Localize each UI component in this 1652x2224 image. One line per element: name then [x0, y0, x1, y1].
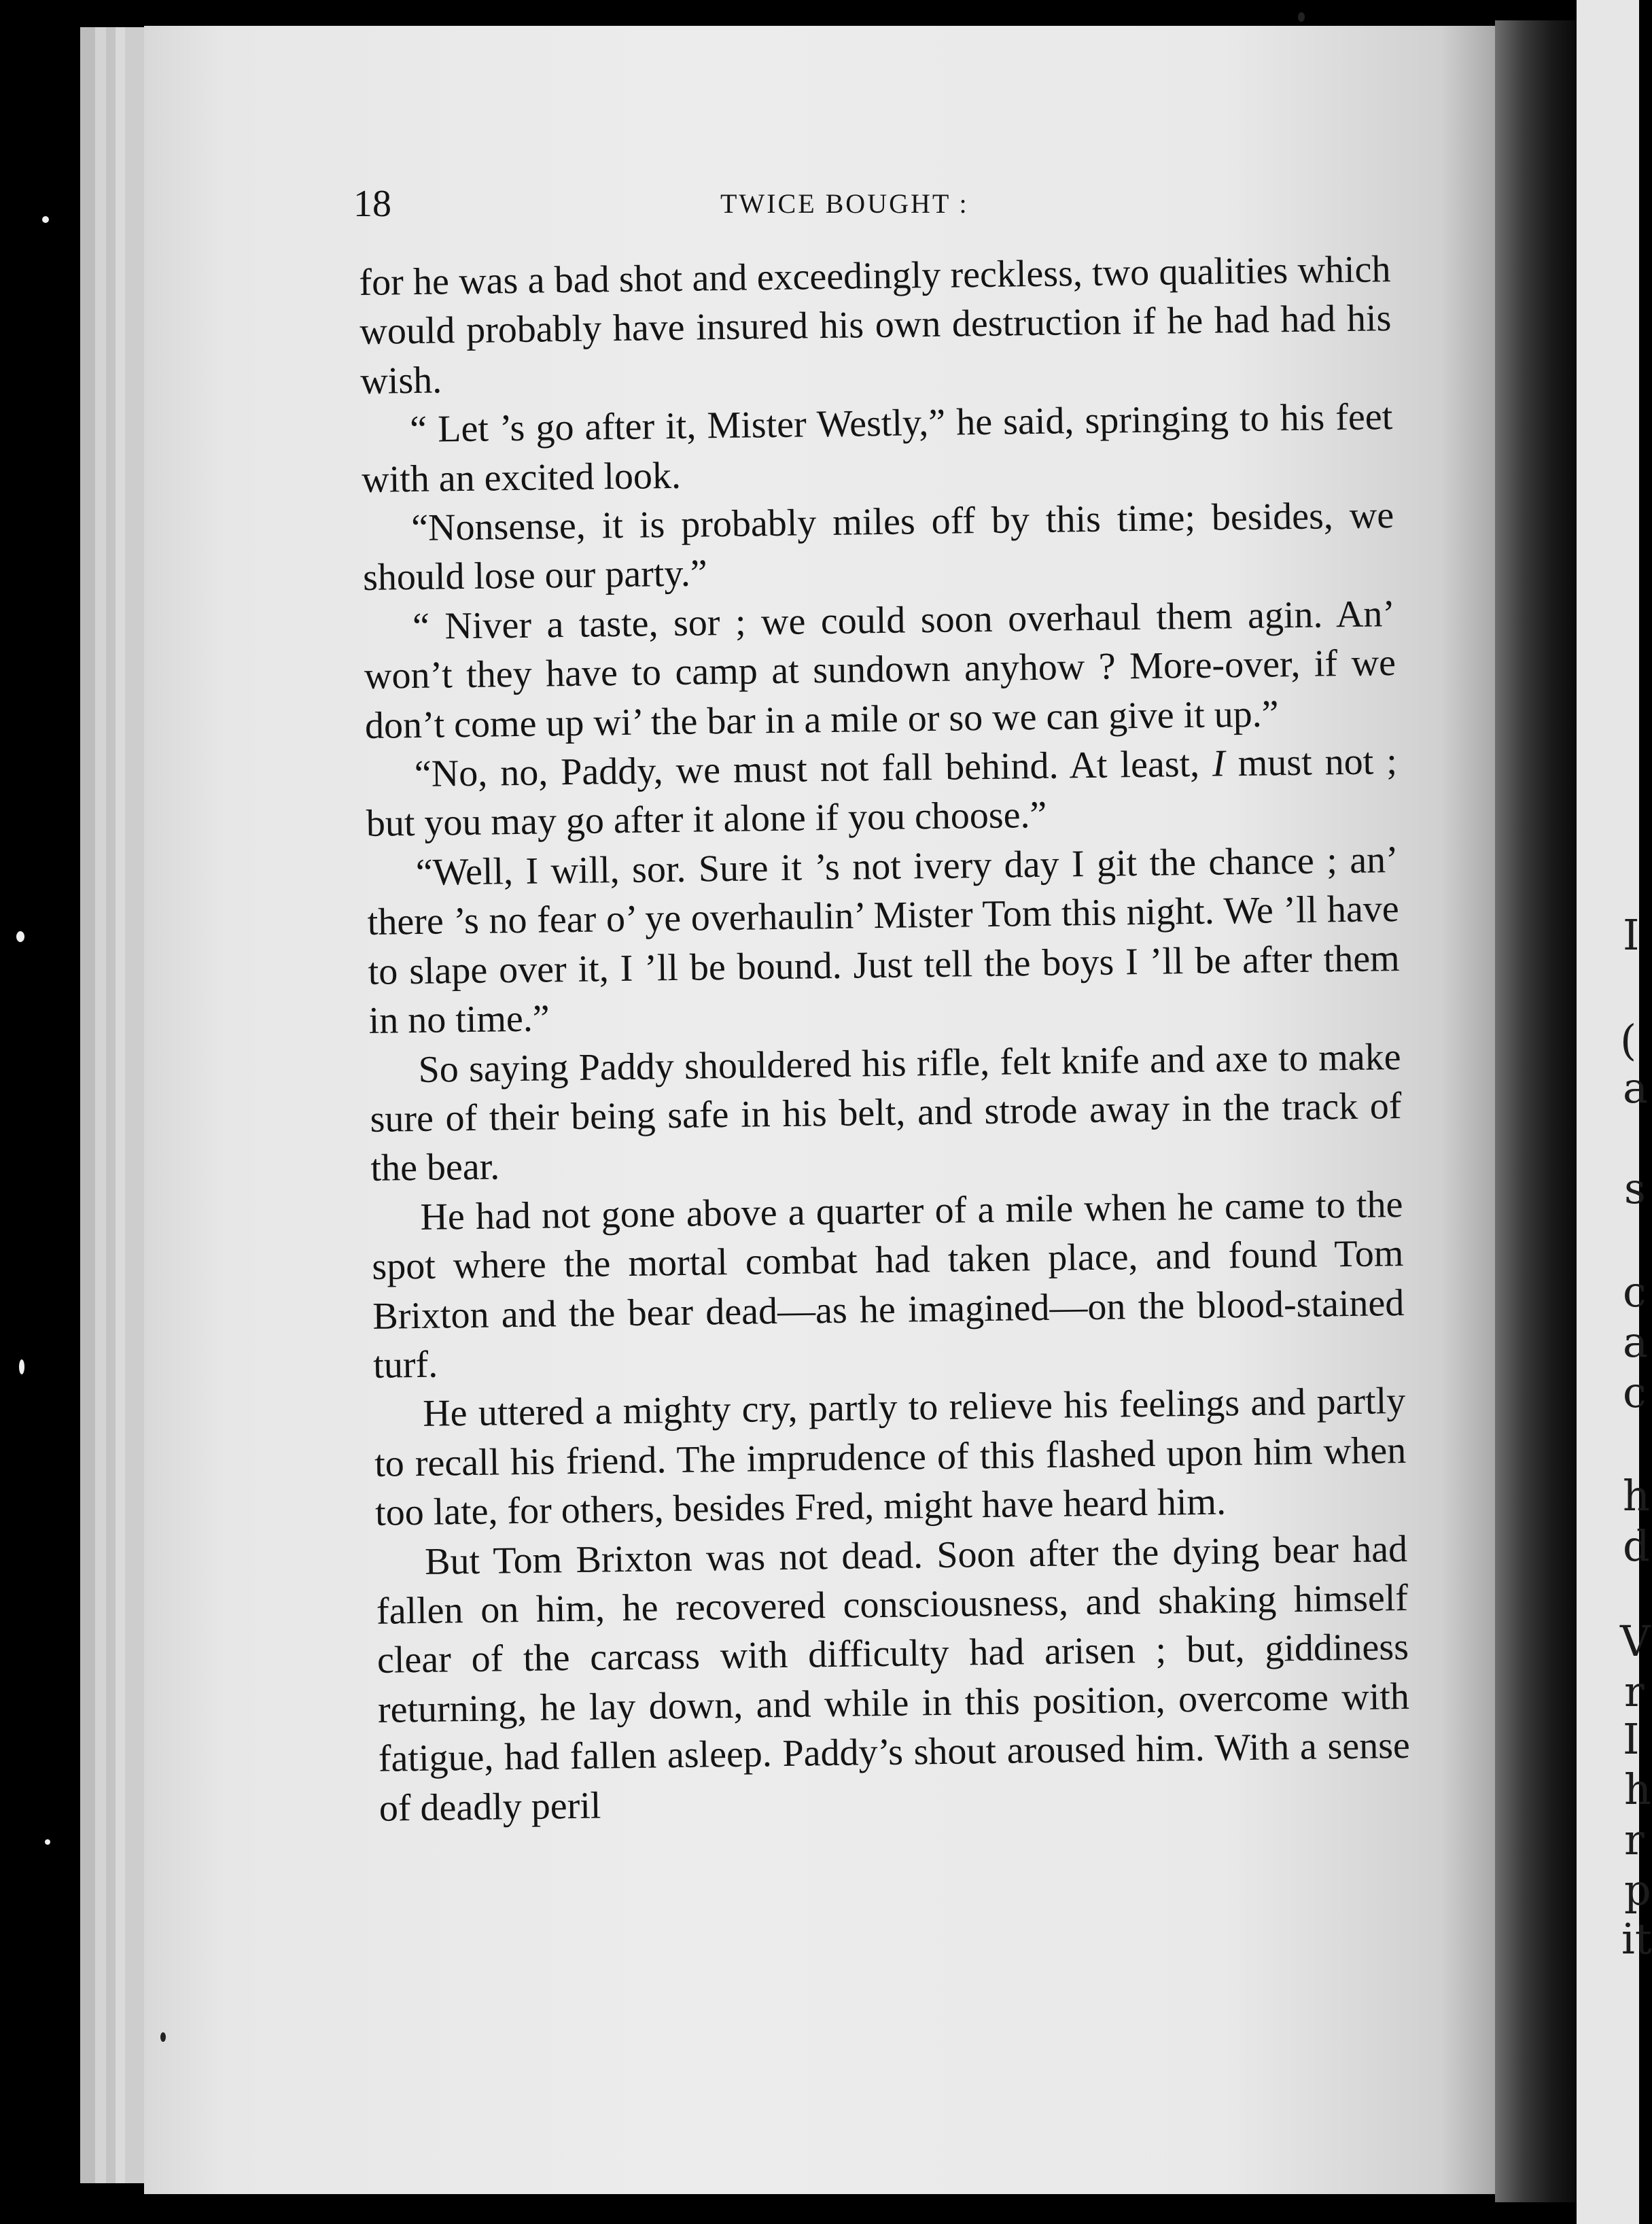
running-title: TWICE BOUGHT :: [720, 188, 969, 219]
facing-page-letter: r: [1624, 1815, 1645, 1864]
facing-page-letter: r: [1624, 1667, 1645, 1716]
facing-page-letter: V: [1620, 1616, 1651, 1666]
scan-speck: [1298, 12, 1305, 22]
facing-page-letter: d: [1623, 1521, 1650, 1571]
paragraph: “Nonsense, it is probably miles off by this time; besides, we should lose our party.”: [362, 494, 1394, 600]
paragraph: So saying Paddy shouldered his rifle, felt knife and axe to make sure of their being safe in his belt, and strode away in the track of the bear.: [370, 1035, 1402, 1190]
facing-page-letter: a: [1623, 1063, 1648, 1113]
scan-speck: [42, 216, 49, 223]
paragraph: But Tom Brixton was not dead. Soon after the dying bear had fallen on him, he recovered consciousness, and shaking himself clear of the carcass with difficulty had arisen ; but, giddiness returning, he lay down, and while in this position, overcome with fatigue, had fallen asleep. Paddy’s shout aroused him. With a sense of deadly peril: [376, 1527, 1411, 1830]
facing-page-letter: h: [1623, 1471, 1650, 1521]
paragraph: “Well, I will, sor. Sure it ’s not ivery day I git the chance ; an’ there ’s no fear o’ ye overhaulin’ Mister Tom this night. We ’ll have to slape over it, I ’ll be bound. Just tell the boys I ’ll be after them in no time.”: [367, 838, 1401, 1042]
scan-speck: [45, 1839, 50, 1845]
page-edge: [80, 27, 96, 2183]
facing-page-letter: I: [1623, 910, 1640, 960]
scan-speck: [19, 1359, 24, 1374]
facing-page-letter: c: [1623, 1368, 1647, 1417]
facing-page-letter: p: [1624, 1865, 1651, 1915]
facing-page-letter: a: [1623, 1317, 1648, 1367]
paragraph-text: “No, no, Paddy, we must not fall behind. At least,: [414, 742, 1213, 796]
facing-page-letter: (: [1620, 1015, 1637, 1065]
scan-speck: [160, 2032, 166, 2042]
paragraph: He uttered a mighty cry, partly to relieve his feelings and partly to recall his friend. The imprudence of this flashed upon him when too late, for others, besides Fred, might have heard him.: [374, 1380, 1407, 1534]
paragraph: for he was a bad shot and exceedingly reckless, two qualities which would probably have insured his own destruction if he had had his wish.: [359, 248, 1392, 402]
page-number: 18: [353, 183, 391, 225]
paragraph: “ Niver a taste, sor ; we could soon overhaul them agin. An’ won’t they have to camp at sundown anyhow ? More-over, if we don’t come up wi’ the bar in a mile or so we can give it up.”: [364, 592, 1396, 747]
body-text: [359, 245, 1411, 1833]
facing-page-letter: I: [1623, 1714, 1640, 1764]
facing-page-letter: s: [1624, 1164, 1646, 1213]
paragraph: “ Let ’s go after it, Mister Westly,” he said, springing to his feet with an excited look.: [361, 396, 1393, 501]
book-gutter-shadow: [1495, 20, 1577, 2202]
facing-page-letter: h: [1624, 1765, 1651, 1814]
emphasized-word: I: [1212, 742, 1226, 785]
paragraph: [365, 737, 1398, 849]
paragraph: He had not gone above a quarter of a mile when he came to the spot where the mortal combat had taken place, and found Tom Brixton and the bear dead—as he imagined—on the blood-stained turf.: [372, 1183, 1405, 1387]
scan-speck: [16, 931, 24, 942]
facing-page-letter: c: [1623, 1267, 1647, 1317]
paragraph-text: must not ; but you may go after it alone if you choose.”: [366, 740, 1398, 846]
page-edge: [125, 27, 145, 2183]
facing-page-letter: it: [1621, 1914, 1652, 1964]
